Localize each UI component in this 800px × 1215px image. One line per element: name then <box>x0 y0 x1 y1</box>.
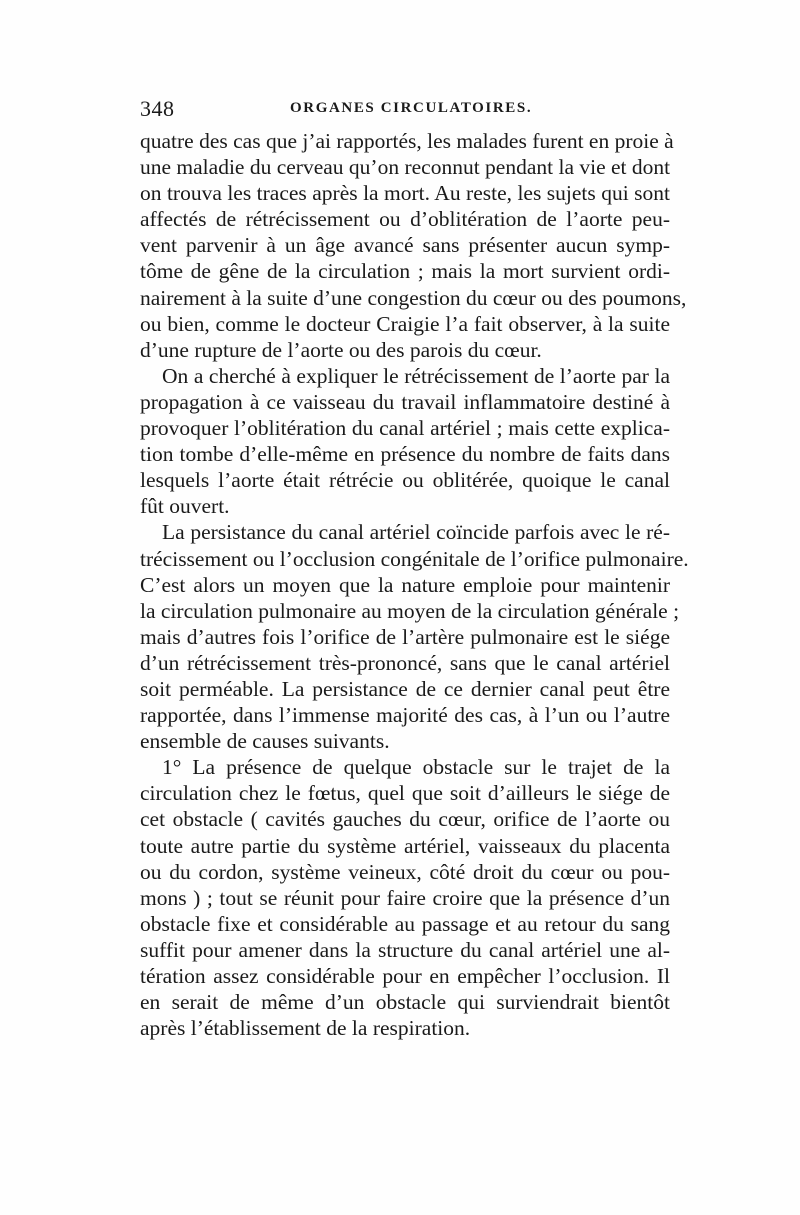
text-line: la circulation pulmonaire au moyen de la circulation générale ; <box>140 598 680 623</box>
paragraph-4 <box>140 754 670 1041</box>
text-line: une maladie du cerveau qu’on reconnut pendant la vie et dont <box>140 155 671 180</box>
text-line: C’est alors un moyen que la nature emploie pour maintenir <box>140 572 670 597</box>
paragraph-2 <box>140 363 670 520</box>
text-line: La persistance du canal artériel coïncide parfois avec le ré- <box>162 520 670 545</box>
text-line: en serait de même d’un obstacle qui surviendrait bientôt <box>140 990 670 1015</box>
text-line: lesquels l’aorte était rétrécie ou oblitérée, quoique le canal <box>140 468 670 493</box>
paragraph-1 <box>140 128 687 363</box>
text-line: tôme de gêne de la circulation ; mais la mort survient ordi- <box>140 259 670 284</box>
body-text <box>140 128 689 1041</box>
text-line: après l’établissement de la respiration. <box>140 1016 471 1041</box>
text-line: quatre des cas que j’ai rapportés, les malades furent en proie à <box>140 129 674 153</box>
text-line: on trouva les traces après la mort. Au reste, les sujets qui sont <box>140 181 670 206</box>
text-line: cet obstacle ( cavités gauches du cœur, orifice de l’aorte ou <box>140 807 670 832</box>
text-line: 1° La présence de quelque obstacle sur le trajet de la <box>162 755 670 780</box>
text-line: ou du cordon, système veineux, côté droit du cœur ou pou- <box>140 859 670 884</box>
text-line: rapportée, dans l’immense majorité des cas, à l’un ou l’autre <box>140 703 670 728</box>
text-line: d’un rétrécissement très-prononcé, sans que le canal artériel <box>140 650 670 675</box>
text-line: provoquer l’oblitération du canal artériel ; mais cette explica- <box>140 416 670 441</box>
text-line: vent parvenir à un âge avancé sans présenter aucun symp- <box>140 233 670 258</box>
text-line: nairement à la suite d’une congestion du cœur ou des poumons, <box>140 285 687 310</box>
text-line: tion tombe d’elle-même en présence du nombre de faits dans <box>140 442 670 467</box>
text-line: toute autre partie du système artériel, vaisseaux du placenta <box>140 833 670 858</box>
text-line: ou bien, comme le docteur Craigie l’a fait observer, à la suite <box>140 311 670 336</box>
page-number: 348 <box>140 96 175 121</box>
text-line: circulation chez le fœtus, quel que soit d’ailleurs le siége de <box>140 781 670 806</box>
running-title: ORGANES CIRCULATOIRES. <box>290 100 533 116</box>
text-line: fût ouvert. <box>140 494 230 519</box>
text-line: obstacle fixe et considérable au passage et au retour du sang <box>140 911 670 936</box>
text-line: soit perméable. La persistance de ce dernier canal peut être <box>140 676 670 701</box>
text-line: On a cherché à expliquer le rétrécissement de l’aorte par la <box>162 363 670 388</box>
text-line: affectés de rétrécissement ou d’oblitération de l’aorte peu- <box>140 207 670 232</box>
text-line: propagation à ce vaisseau du travail inflammatoire destiné à <box>140 389 670 414</box>
text-line: trécissement ou l’occlusion congénitale de l’orifice pulmonaire. <box>140 546 689 571</box>
text-line: mons ) ; tout se réunit pour faire croire que la présence d’un <box>140 885 670 910</box>
paragraph-3 <box>140 519 689 754</box>
text-line: mais d’autres fois l’orifice de l’artère pulmonaire est le siége <box>140 624 670 649</box>
text-line: tération assez considérable pour en empêcher l’occlusion. Il <box>140 964 670 988</box>
text-line: suffit pour amener dans la structure du canal artériel une al- <box>140 937 670 962</box>
text-line: d’une rupture de l’aorte ou des parois du cœur. <box>140 337 542 362</box>
text-line: ensemble de causes suivants. <box>140 729 390 754</box>
running-head <box>140 96 676 126</box>
